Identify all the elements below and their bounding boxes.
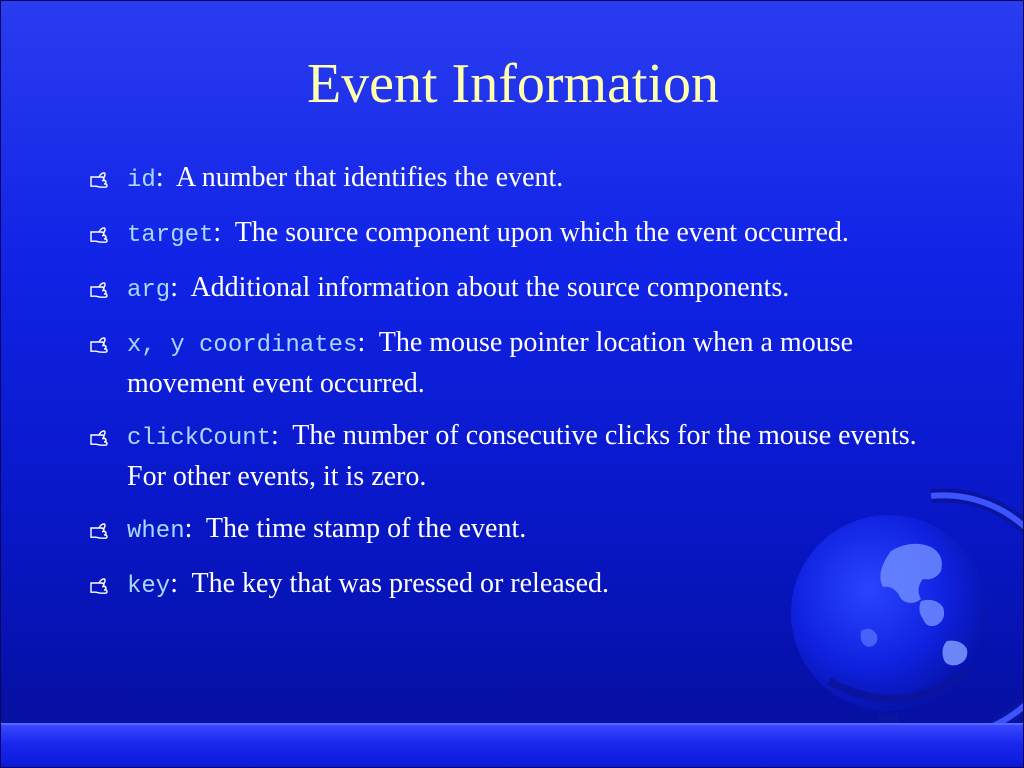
bullet-sep: :	[271, 420, 279, 451]
bullet-sep: :	[155, 162, 164, 193]
bullet-term: target	[127, 222, 214, 249]
pointing-hand-icon	[89, 572, 111, 596]
pointing-hand-icon	[89, 276, 111, 300]
bullet-text: Additional information about the source components.	[178, 272, 790, 303]
bullet-text: The mouse pointer location when a mouse movement event occurred.	[127, 327, 861, 399]
bullet-text: The time stamp of the event.	[192, 513, 527, 544]
pointing-hand-icon	[89, 221, 111, 245]
bullet-item	[89, 324, 949, 403]
bullet-sep: :	[184, 513, 193, 544]
pointing-hand-icon	[89, 331, 111, 355]
bullet-item	[89, 159, 949, 200]
bullet-sep: :	[357, 327, 366, 358]
bullet-text: The source component upon which the event occurred.	[221, 217, 849, 248]
bullet-sep: :	[213, 217, 222, 248]
bullet-text: The key that was pressed or released.	[178, 568, 609, 599]
bullet-term: id	[127, 167, 156, 194]
pointing-hand-icon	[89, 424, 111, 448]
bullet-sep: :	[170, 568, 178, 599]
bullet-term: arg	[127, 277, 171, 304]
bullet-term: key	[127, 573, 171, 600]
bullet-term: x, y coordinates	[127, 332, 358, 359]
bullet-sep: :	[170, 272, 178, 303]
pointing-hand-icon	[89, 166, 111, 190]
slide-title: Event Information	[306, 53, 720, 115]
pointing-hand-icon	[89, 517, 111, 541]
bullet-term: when	[127, 518, 185, 545]
bullet-term: clickCount	[127, 425, 272, 452]
bullet-item	[89, 269, 949, 310]
bullet-text: A number that identifies the event.	[163, 162, 564, 193]
globe-icon	[771, 481, 1024, 761]
footer-bar	[1, 723, 1024, 768]
bullet-text: The number of consecutive clicks for the mouse events. For other events, it is zero.	[127, 420, 924, 492]
bullet-item	[89, 214, 949, 255]
